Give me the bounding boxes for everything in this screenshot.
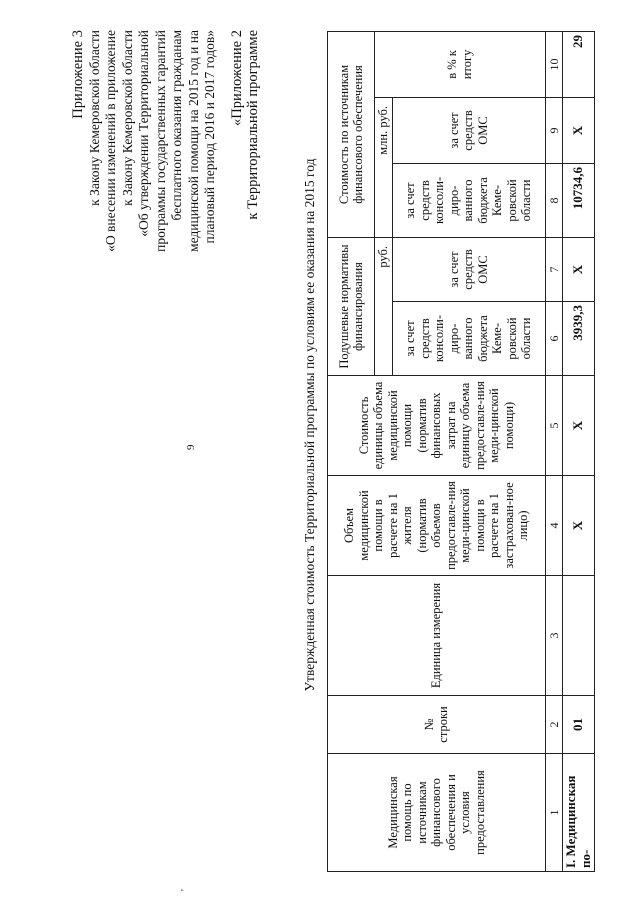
header-cost-oms: за счет средств ОМС: [392, 97, 545, 163]
row-line-number: 01: [563, 696, 595, 754]
row-cost-budget: 10734,6: [563, 163, 595, 237]
document-header: [70, 30, 262, 450]
header-line: «О внесении изменений в приложение: [103, 30, 118, 252]
row-volume: X: [563, 476, 595, 576]
row-per-capita-budget: 3939,3: [563, 302, 595, 376]
header-cost-by-source: Стоимость по источникам финансового обеспечения: [328, 31, 375, 237]
header-line: «Об утверждении Территориальной: [136, 30, 151, 237]
margin-mark: ': [180, 889, 191, 891]
header-per-capita: Подушевые нормативы финансирования: [328, 237, 375, 375]
col-number: 3: [545, 576, 563, 696]
col-number: 2: [545, 696, 563, 754]
col-number: 7: [545, 237, 563, 301]
col-number: 10: [545, 31, 563, 97]
header-line: бесплатного оказания гражданам: [169, 30, 184, 221]
row-label: I. Медицинская по-: [563, 754, 595, 872]
cost-table: [327, 31, 595, 872]
unit-mln-rub: млн. руб.: [375, 97, 393, 237]
header-volume: Объем медицинской помощи в расчете на 1 жителя (норматив объемов предоставле-ния меди-цинской помощи в расчете на 1 застрахован-ное лицо): [328, 476, 546, 576]
row-percent: 29: [563, 31, 595, 97]
header-cost-budget: за счет средств консоли-диро-ванного бюджета Кеме-ровской области: [392, 163, 545, 237]
header-per-capita-budget: за счет средств консоли-диро-ванного бюджета Кеме-ровской области: [392, 302, 545, 376]
unit-rub: руб.: [375, 237, 393, 375]
table-row: [563, 31, 595, 871]
appendix-line: к Территориальной программе: [245, 30, 261, 220]
appendix-line: «Приложение 2: [228, 30, 245, 126]
header-per-capita-oms: за счет средств ОМС: [392, 237, 545, 301]
col-number: 8: [545, 163, 563, 237]
page-number: 9: [185, 444, 197, 450]
col-number: 5: [545, 376, 563, 476]
header-line: программы государственных гарантий: [152, 30, 168, 252]
header-percent: в % к итогу: [375, 31, 546, 97]
col-number: 4: [545, 476, 563, 576]
table-title: Утвержденная стоимость Территориальной программы по условиям ее оказания на 2015 год: [302, 158, 317, 692]
header-line: к Закону Кемеровской области: [86, 30, 102, 206]
column-number-row: [545, 31, 563, 871]
header-line-number: № строки: [328, 696, 546, 754]
col-number: 6: [545, 302, 563, 376]
row-unit: [563, 576, 595, 696]
header-unit: Единица измерения: [328, 576, 546, 696]
col-number: 9: [545, 97, 563, 163]
header-medical-care: Медицинская помощь по источникам финансового обеспечения и условия предоставления: [328, 754, 546, 872]
col-number: 1: [545, 754, 563, 872]
header-line: к Закону Кемеровской области: [119, 30, 135, 206]
row-unit-cost: X: [563, 376, 595, 476]
header-line: плановый период 2016 и 2017 годов»: [202, 30, 217, 244]
row-per-capita-oms: X: [563, 237, 595, 301]
header-unit-cost: Стоимость единицы объема медицинской помощи (норматив финансовых затрат на единицу объема предоставле-ния меди-цинской помощи): [328, 376, 546, 476]
row-cost-oms: X: [563, 97, 595, 163]
header-line: Приложение 3: [70, 30, 86, 119]
header-line: медицинской помощи на 2015 год и на: [185, 30, 201, 252]
